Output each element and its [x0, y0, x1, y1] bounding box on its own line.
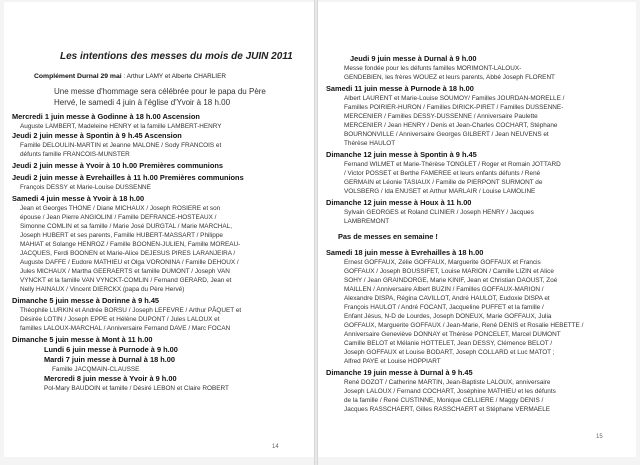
intention-line: Auguste LAMBERT, Madeleine HENRY et la famille LAMBERT-HENRY [20, 123, 222, 130]
intention-line: JACQUES, Ferdi BOONEN et Marie-Alice DEJESUS PIRES LARANJEIRA / [20, 250, 236, 257]
intention-line: Thérèse HAULOT [344, 140, 396, 147]
intention-line: MAHIAT et Solange HENROZ / Famille BOONEN-JULIEN, Famille MOREAU- [20, 241, 241, 248]
intention-line: GOFFAUX / Joseph BOUSSIFET, Louise MARION / Camille LIZIN et Alice [344, 268, 554, 275]
intention-line: Anniversaire Geneviève DONNAY et Thérèse PONCELET, Marcel DUMONT [344, 331, 561, 338]
mass-heading: Jeudi 9 juin messe à Durnal à 9 h.00 [350, 54, 477, 63]
intention-line: MERCENIER / Familles DESSY-DUSSENNE / Anniversaire Paulette [344, 113, 538, 120]
mass-entry [12, 131, 308, 159]
mass-heading: Dimanche 19 juin messe à Durnal à 9 h.45 [326, 368, 473, 377]
mass-list-right [326, 54, 626, 414]
mass-entry [326, 54, 626, 82]
mass-entry [326, 198, 626, 226]
intention-line: Simonne COMLIN et sa famille / Marie José DURGTAL / Marie MARCHAL, [20, 223, 233, 230]
intention-line: Sylvain GEORGES et Roland CLINIER / Joseph HENRY / Jacques [344, 209, 534, 216]
intention-line: Jules MICHAUX / Martha GEERAERTS et famille DUMONT / Joseph VAN [20, 268, 230, 275]
intention-line: BOURNONVILLE / Anniversaire Georges GILBERT / Jean NEUVENS et [344, 131, 549, 138]
intention-line: épouse / Jean Pierre ANGIOLINI / Famille DEFRANCE-HOSTEAUX / [20, 214, 217, 221]
intention-line: SOHY / Jean GRAINDORGE, Marie KINIF, Jean et Christian DAOUST, Zoé [344, 277, 558, 284]
intention-line: Fernand WILMET et Marie-Thérèse TONGLET / Roger et Romain JOTTARD [344, 161, 561, 168]
intention-line: GOFFAUX, Marguerite GOFFAUX / Jean-Marie, René DENIS et Rosalie HEBETTE / [344, 322, 584, 329]
page-number: 15 [596, 434, 603, 440]
page-number: 14 [272, 444, 279, 450]
mass-heading: Dimanche 5 juin messe à Dorinne à 9 h.45 [12, 296, 160, 305]
intention-line: GENDEBIEN, les frères WOUEZ et leurs parents, Abbé Joseph FLORENT [344, 74, 555, 81]
intention-line: René DOZOT / Catherine MARTIN, Jean-Baptiste LALOUX, anniversaire [344, 379, 551, 386]
mass-entry [12, 194, 308, 294]
mass-heading: Jeudi 2 juin messe à Yvoir à 10 h.00 Premières communions [12, 161, 224, 170]
notice-line: Hervé, le samedi 4 juin à l'église d'Yvoir à 18 h.00 [54, 98, 231, 107]
mass-heading: Jeudi 2 juin messe à Evrehailles à 11 h.00 Premières communions [12, 173, 244, 182]
complement-line [34, 72, 304, 82]
intention-line: Désirée LOTIN / Joseph EPPE et Hélène DUPONT / Jules LALOUX et [20, 316, 220, 323]
weekday-masses [12, 345, 308, 393]
complement-head: Complément Durnal 29 mai [34, 73, 122, 80]
intention-line: François DESSY et Marie-Louise DUSSENNE [20, 184, 151, 191]
intention-line: de la famille / René CUSTINNE, Monique CELLIERE / Maggy DENIS / [344, 397, 544, 404]
mass-heading: Jeudi 2 juin messe à Spontin à 9 h.45 Ascension [12, 131, 182, 140]
intention-line: Famille JACQMAIN-CLAUSSE [52, 366, 140, 373]
mass-heading: Mardi 7 juin messe à Durnal à 18 h.00 [44, 355, 176, 364]
notice [54, 86, 304, 108]
intention-line: défunts famille FRANCOIS-MUNSTER [20, 151, 130, 158]
mass-heading: Mercredi 8 juin messe à Yvoir à 9 h.00 [44, 374, 177, 383]
intention-line: Théophile LURKIN et Andrée BORSU / Joseph LEFEVRE / Arthur PÂQUET et [20, 307, 242, 314]
intention-line: Jean et Georges THONE / Diane MICHAUX / Joseph ROSIERE et son [20, 205, 221, 212]
mass-heading: Samedi 4 juin messe à Yvoir à 18 h.00 [12, 194, 145, 203]
mass-list-left [12, 112, 308, 393]
mass-entry [12, 296, 308, 333]
mass-entry [326, 368, 626, 414]
intention-line: Auguste DAFFE / Eudore MATHIEU et Olga VORONINA / Famille DEHOUX / [20, 259, 239, 266]
mass-heading: Dimanche 12 juin messe à Spontin à 9 h.45 [326, 150, 477, 159]
intention-line: Ernest GOFFAUX, Zélie GOFFAUX, Marguerite GOFFAUX et Francis [344, 259, 541, 266]
intention-line: MERCENIER / Jean HENRY / Denis et Jean-Charles COCHART, Stéphane [344, 122, 558, 129]
intention-line: Camille BELOT et Mélanie HOTTELET, Jean DESSY, Clémence BELOT / [344, 340, 553, 347]
intention-line: LAMBREMONT [344, 218, 390, 225]
mass-entry [326, 150, 626, 196]
notice-line: Une messe d'hommage sera célébrée pour le papa du Père [54, 87, 266, 96]
intention-line: Alfred PAYE et Louise HOPPIART [344, 358, 441, 365]
intention-line: Jacques RASSCHAERT, Gilles RASSCHAERT et Stéphane VERMAELE [344, 406, 551, 413]
mass-entry [12, 173, 308, 192]
intention-line: VYNCKT et la famille VAN VYNCKT-COMLIN / Fernand GERARD, Jean et [20, 277, 232, 284]
intention-line: Enfant Jésus, N-D de Lourdes, Joseph DONEUX, Marie GOFFAUX, Julia [344, 313, 552, 320]
intention-line: Messe fondée pour les défunts familles MORIMONT-LALOUX- [344, 65, 522, 72]
intention-line: Alexandre DISPA, Régina CAVILLOT, André HAULOT, Eudoxie DISPA et [344, 295, 550, 302]
mass-heading: Dimanche 12 juin messe à Houx à 11 h.00 [326, 198, 472, 207]
page-title: Les intentions des messes du mois de JUIN 2011 [60, 51, 293, 62]
left-page [4, 2, 315, 457]
intention-line: familles LALOUX-MARCHAL / Anniversaire Fernand DAVE / Marc FOCAN [20, 325, 231, 332]
mass-heading: Samedi 18 juin messe à Evrehailles à 18 h.00 [326, 248, 484, 257]
mass-heading: Samedi 11 juin messe à Purnode à 18 h.00 [326, 84, 474, 93]
intention-line: / Victor POSSET et Berthe FAMEREE et leurs enfants défunts / René [344, 170, 541, 177]
intention-line: Famille DELOULIN-MARTIN et Jeanne MALONE / Sody FRANCOIS et [20, 142, 222, 149]
mass-entry [326, 84, 626, 148]
intention-line: Pol-Mary BAUDOIN et famille / Désiré LEBON et Claire ROBERT [44, 385, 229, 392]
intention-line: VOLSBERG / Ida ENUSET et Arthur MARLAIR / Louise LAMOLINE [344, 188, 536, 195]
complement-text: : Arthur LAMY et Alberte CHARLIER [121, 73, 226, 80]
intention-line: Joseph GOFFAUX et Louise BODART, Joseph COLLARD et Luc MATOT ; [344, 349, 555, 356]
mass-entry [326, 248, 626, 366]
intention-line: François HAULOT / André FOCANT, Jacqueline PUFFET et la famille / [344, 304, 544, 311]
intention-line: GERMAIN et Léonie TASIAUX / Famille de PIERPONT SURMONT de [344, 179, 543, 186]
intention-line: Albert LAURENT et Marie-Louise SOUMOY/ Familles JOURDAN-MORELLE / [344, 95, 565, 102]
intention-line: Joseph LALOUX / Fernand COCHART, Joséphine MATHIEU et les défunts [344, 388, 556, 395]
intention-line: Nelly HAINAUX / Vincent DIERCKX (papa du Père Hervé) [20, 286, 185, 293]
right-page [318, 2, 636, 457]
mass-entry [12, 112, 308, 131]
intention-line: Joseph HUBERT et ses parents, Famille HUBERT-MASSART / Philippe [20, 232, 223, 239]
mass-heading: Mercredi 1 juin messe à Godinne à 18 h.00 Ascension [12, 112, 200, 121]
intention-line: Familles POIRIER-HURON / Familles DIRICK-PIRET / Familles DUSSENNE- [344, 104, 564, 111]
mass-heading: Lundi 6 juin messe à Purnode à 9 h.00 [44, 345, 178, 354]
no-weekday-mass-notice: Pas de messes en semaine ! [338, 232, 438, 241]
mass-heading: Dimanche 5 juin messe à Mont à 11 h.00 [12, 335, 153, 344]
intention-line: MAILLEN / Anniversaire Albert BUZIN / Familles GOFFAUX-MARION / [344, 286, 544, 293]
